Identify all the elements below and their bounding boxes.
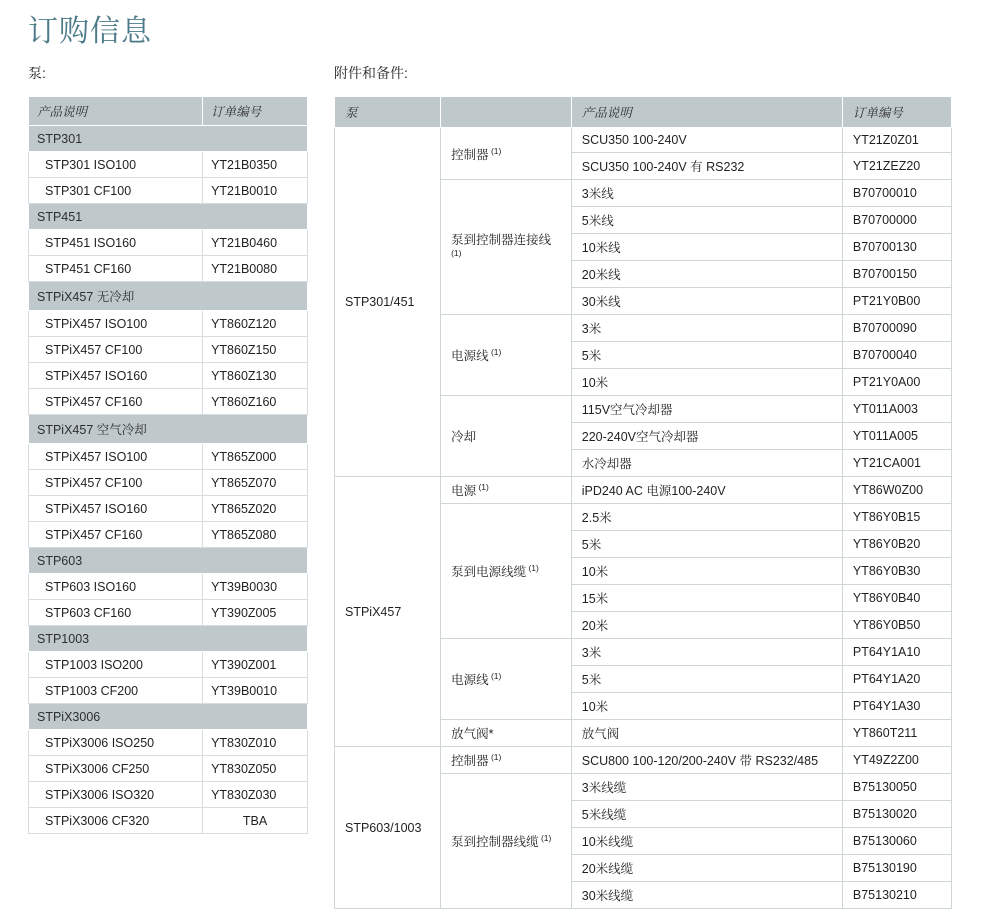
pump-description: STP603 CF160 [29,600,203,626]
pump-group-row [29,548,308,574]
accessory-order-number: B75130190 [842,855,951,882]
accessory-description: 10米线 [571,234,842,261]
table-row [29,574,308,600]
pump-group-label: STPiX457 空气冷却 [29,415,308,444]
accessory-order-number: PT64Y1A20 [842,666,951,693]
pump-group-label: STP1003 [29,626,308,652]
table-row [29,256,308,282]
accessory-order-number: PT64Y1A10 [842,639,951,666]
table-row [29,444,308,470]
pump-group-row [29,126,308,152]
pumps-table-body [29,126,308,834]
accessories-section-label: 附件和备件: [334,65,408,81]
pump-description: STP603 ISO160 [29,574,203,600]
pumps-table-head [29,97,308,126]
accessory-order-number: B70700130 [842,234,951,261]
accessory-order-number: YT21ZEZ20 [842,153,951,180]
table-header-row [29,97,308,126]
accessory-order-number: YT49Z2Z00 [842,747,951,774]
column-header-description: 产品说明 [29,97,203,126]
accessory-category-name: 泵到电源线缆 $^{(1)}$ [441,504,572,639]
accessory-description: 3米 [571,639,842,666]
column-header-category [441,97,572,128]
accessory-order-number: B70700040 [842,342,951,369]
table-row [29,522,308,548]
footnote-marker: (1) [476,481,489,492]
accessory-description: 115V空气冷却器 [571,396,842,423]
accessory-description: 10米 [571,558,842,585]
accessory-order-number: YT011A003 [842,396,951,423]
pump-order-number: YT21B0350 [203,152,308,178]
accessory-order-number: B75130060 [842,828,951,855]
pump-description: STPiX457 ISO160 [29,496,203,522]
table-row [29,808,308,834]
column-header-description: 产品说明 [571,97,842,128]
accessory-pump-name: STPiX457 [335,477,441,747]
accessory-description: 20米 [571,612,842,639]
column-header-pump: 泵 [335,97,441,128]
pump-group-label: STP603 [29,548,308,574]
accessory-description: 3米线 [571,180,842,207]
accessory-description: 5米 [571,531,842,558]
accessory-description: SCU350 100-240V 有 RS232 [571,153,842,180]
pump-order-number: YT21B0010 [203,178,308,204]
accessory-order-number: B75130210 [842,882,951,909]
accessory-category-name: 控制器 $^{(1)}$ [441,747,572,774]
pumps-table [28,96,308,834]
pump-description: STPiX457 CF160 [29,389,203,415]
accessory-pump-name: STP301/451 [335,128,441,477]
pump-description: STPiX457 ISO100 [29,444,203,470]
accessory-description: 30米线缆 [571,882,842,909]
accessory-category-name: 控制器 $^{(1)}$ [441,128,572,180]
accessory-category-name: 电源线 $^{(1)}$ [441,315,572,396]
accessories-table-body [335,128,952,909]
pump-group-row [29,626,308,652]
table-row [29,652,308,678]
accessory-description: 10米 [571,693,842,720]
accessory-category-name: 泵到控制器连接线 $^{(1)}$ [441,180,572,315]
accessory-description: 220-240V空气冷却器 [571,423,842,450]
pump-order-number: YT830Z050 [203,756,308,782]
accessory-order-number: YT21Z0Z01 [842,128,951,153]
accessory-order-number: PT21Y0B00 [842,288,951,315]
page-title: 订购信息 [28,15,152,48]
pump-order-number: YT830Z030 [203,782,308,808]
pump-description: STP451 CF160 [29,256,203,282]
pump-order-number: YT865Z070 [203,470,308,496]
pump-order-number: YT390Z001 [203,652,308,678]
accessory-description: 水冷却器 [571,450,842,477]
accessory-order-number: B75130020 [842,801,951,828]
accessory-description: 20米线 [571,261,842,288]
accessory-order-number: PT21Y0A00 [842,369,951,396]
pump-order-number: YT860Z130 [203,363,308,389]
footnote-marker: (1) [451,247,462,258]
accessory-order-number: YT21CA001 [842,450,951,477]
table-row [29,496,308,522]
accessory-order-number: B70700010 [842,180,951,207]
accessory-description: 10米 [571,369,842,396]
pump-description: STPiX3006 ISO320 [29,782,203,808]
accessory-category-name: 电源 $^{(1)}$ [441,477,572,504]
pump-description: STP1003 ISO200 [29,652,203,678]
table-row [29,230,308,256]
accessories-table-head [335,97,952,128]
table-row [29,152,308,178]
accessory-order-number: YT860T211 [842,720,951,747]
pump-order-number: YT865Z080 [203,522,308,548]
accessory-description: 3米 [571,315,842,342]
pump-order-number: YT21B0080 [203,256,308,282]
pump-description: STP301 CF100 [29,178,203,204]
accessory-order-number: YT86Y0B50 [842,612,951,639]
pump-group-label: STP301 [29,126,308,152]
pump-description: STP451 ISO160 [29,230,203,256]
pump-order-number: YT390Z005 [203,600,308,626]
table-row [29,311,308,337]
accessory-description: 5米线 [571,207,842,234]
pump-group-label: STPiX457 无冷却 [29,282,308,311]
accessory-order-number: YT86Y0B20 [842,531,951,558]
table-row [29,178,308,204]
footnote-marker: (1) [488,145,502,156]
accessory-order-number: YT86Y0B40 [842,585,951,612]
footnote-marker: (1) [538,832,552,843]
table-header-row [335,97,952,128]
table-row [29,782,308,808]
pump-order-number: YT830Z010 [203,730,308,756]
pump-order-number: YT865Z000 [203,444,308,470]
accessory-category-name: 电源线 $^{(1)}$ [441,639,572,720]
accessory-description: 5米 [571,342,842,369]
pumps-section-label: 泵: [28,65,46,81]
table-row [29,730,308,756]
accessories-table [334,96,952,909]
pump-order-number: YT865Z020 [203,496,308,522]
pump-group-row [29,704,308,730]
pump-group-label: STP451 [29,204,308,230]
accessory-order-number: B70700000 [842,207,951,234]
pump-order-number: YT860Z160 [203,389,308,415]
accessory-description: 放气阀 [571,720,842,747]
column-header-order-number: 订单编号 [203,97,308,126]
accessory-category-name: 冷却 [441,396,572,477]
pump-description: STP301 ISO100 [29,152,203,178]
pump-order-number: TBA [203,808,308,834]
accessory-order-number: B70700150 [842,261,951,288]
accessory-description: 2.5米 [571,504,842,531]
pump-description: STPiX3006 CF320 [29,808,203,834]
pump-group-row [29,282,308,311]
footnote-marker: (1) [488,346,502,357]
accessory-order-number: YT86Y0B30 [842,558,951,585]
table-row [335,747,952,774]
accessory-description: SCU350 100-240V [571,128,842,153]
accessory-description: 10米线缆 [571,828,842,855]
table-row [29,600,308,626]
pump-group-row [29,415,308,444]
pump-description: STPiX457 ISO100 [29,311,203,337]
accessory-description: iPD240 AC 电源100-240V [571,477,842,504]
pump-description: STPiX3006 ISO250 [29,730,203,756]
pump-order-number: YT39B0010 [203,678,308,704]
pump-description: STPiX457 CF100 [29,337,203,363]
accessory-order-number: YT86W0Z00 [842,477,951,504]
footnote-marker: (1) [488,751,502,762]
table-row [29,337,308,363]
pump-description: STPiX457 CF100 [29,470,203,496]
pump-description: STPiX457 ISO160 [29,363,203,389]
accessory-category-name: 放气阀* [441,720,572,747]
pump-group-label: STPiX3006 [29,704,308,730]
accessory-description: 30米线 [571,288,842,315]
accessory-category-name: 泵到控制器线缆 $^{(1)}$ [441,774,572,909]
table-row [29,363,308,389]
table-row [335,477,952,504]
accessory-description: 20米线缆 [571,855,842,882]
pump-order-number: YT21B0460 [203,230,308,256]
accessory-description: SCU800 100-120/200-240V 带 RS232/485 [571,747,842,774]
footnote-marker: (1) [488,670,502,681]
pump-description: STPiX3006 CF250 [29,756,203,782]
accessory-order-number: PT64Y1A30 [842,693,951,720]
table-row [29,678,308,704]
accessory-order-number: YT86Y0B15 [842,504,951,531]
pump-order-number: YT39B0030 [203,574,308,600]
accessory-description: 5米线缆 [571,801,842,828]
table-row [29,756,308,782]
pump-group-row [29,204,308,230]
accessory-order-number: B70700090 [842,315,951,342]
pump-order-number: YT860Z150 [203,337,308,363]
accessory-order-number: YT011A005 [842,423,951,450]
accessory-description: 5米 [571,666,842,693]
accessory-description: 15米 [571,585,842,612]
accessory-order-number: B75130050 [842,774,951,801]
pump-description: STP1003 CF200 [29,678,203,704]
accessory-pump-name: STP603/1003 [335,747,441,909]
footnote-marker: (1) [526,562,539,573]
table-row [29,389,308,415]
column-header-order-number: 订单编号 [842,97,951,128]
table-row [29,470,308,496]
pump-description: STPiX457 CF160 [29,522,203,548]
table-row [335,128,952,153]
pump-order-number: YT860Z120 [203,311,308,337]
accessory-description: 3米线缆 [571,774,842,801]
